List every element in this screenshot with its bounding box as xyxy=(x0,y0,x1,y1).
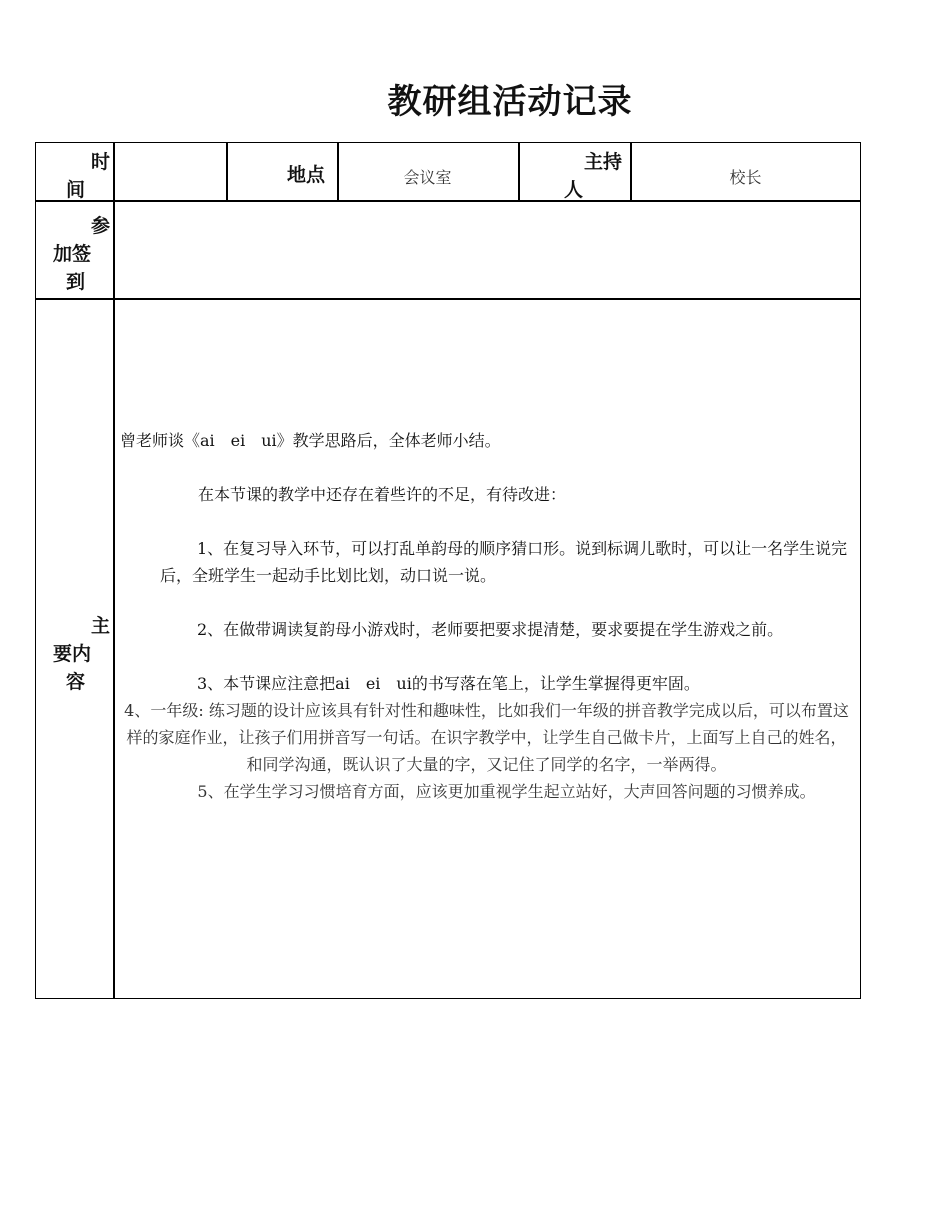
row-divider-2 xyxy=(35,298,861,300)
header-divider-b xyxy=(337,142,339,201)
item-3: 3、本节课应注意把ai ei ui的书写落在笔上，让学生掌握得更牢固。 xyxy=(197,674,700,693)
time-label-line1: 时 xyxy=(90,151,110,173)
time-label xyxy=(40,148,110,204)
main-content-label-line3: 容 xyxy=(66,671,86,693)
intro-paragraph: 曾老师谈《ai ei ui》教学思路后，全体老师小结。 xyxy=(120,431,501,450)
main-content-label-line2: 要内 xyxy=(53,643,92,665)
row-divider-1 xyxy=(35,200,861,202)
place-label: 地点 xyxy=(286,164,325,186)
time-label-line2: 间 xyxy=(66,179,86,201)
attendance-label-line3: 到 xyxy=(66,271,86,293)
host-label xyxy=(522,148,622,204)
main-content-label-line1: 主 xyxy=(90,615,110,637)
attendance-label-line2: 加签 xyxy=(53,243,92,265)
attendance-label xyxy=(40,212,110,296)
main-content-label xyxy=(40,612,110,696)
host-value[interactable]: 校长 xyxy=(729,168,762,187)
document-title: 教研组活动记录 xyxy=(387,82,633,122)
item-4: 4、一年级: 练习题的设计应该具有针对性和趣味性，比如我们一年级的拼音教学完成以后，可以布置这样的家庭作业，让孩子们用拼音写一句话。在识字教学中，让学生自己做卡片，上面写上自己的姓名，和同学沟通，既认识了大量的字，又记住了同学的名字，一举两得。 xyxy=(124,701,849,774)
attendance-label-line1: 参 xyxy=(90,215,110,237)
header-divider-a xyxy=(226,142,228,201)
label-column-divider xyxy=(113,142,115,999)
header-divider-c xyxy=(518,142,520,201)
item-1: 1、在复习导入环节，可以打乱单韵母的顺序猜口形。说到标调儿歌时，可以让一名学生说完后，全班学生一起动手比划比划，动口说一说。 xyxy=(160,539,848,585)
item-5: 5、在学生学习习惯培育方面，应该更加重视学生起立站好，大声回答问题的习惯养成。 xyxy=(197,782,816,801)
shortcoming-paragraph: 在本节课的教学中还存在着些许的不足，有待改进： xyxy=(198,485,567,504)
host-label-line2: 人 xyxy=(564,179,584,201)
item-2: 2、在做带调读复韵母小游戏时，老师要把要求提清楚，要求要提在学生游戏之前。 xyxy=(197,620,784,639)
place-value[interactable]: 会议室 xyxy=(403,168,452,187)
header-divider-d xyxy=(630,142,632,201)
host-label-line1: 主持 xyxy=(583,151,622,173)
main-content-body xyxy=(120,427,853,805)
